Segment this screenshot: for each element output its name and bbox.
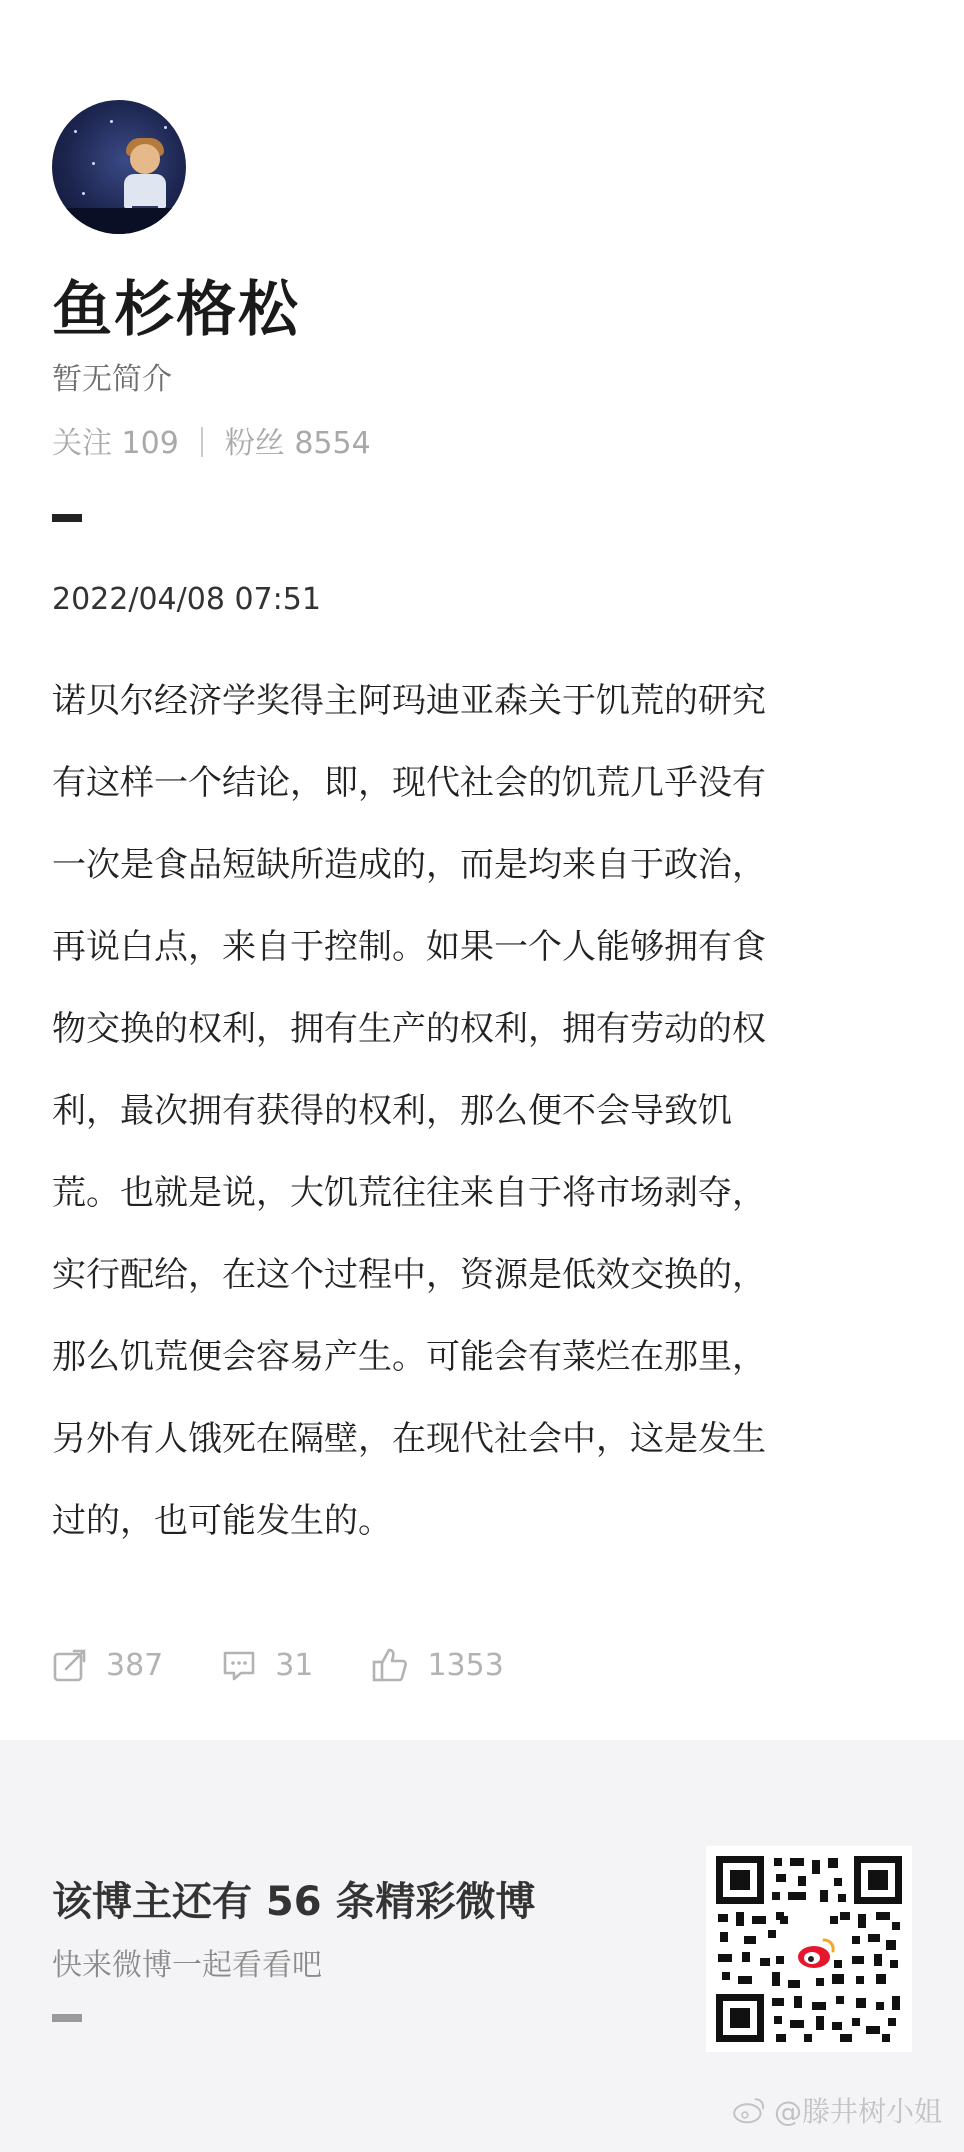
post-line: 一次是食品短缺所造成的，而是均来自于政治， bbox=[52, 845, 766, 885]
weibo-logo-icon bbox=[732, 2096, 766, 2124]
watermark-text: @滕井树小姐 bbox=[773, 2095, 942, 2128]
post-line: 再说白点，来自于控制。如果一个人能够拥有食 bbox=[52, 927, 766, 967]
section-divider bbox=[52, 514, 82, 522]
post-line: 有这样一个结论，即，现代社会的饥荒几乎没有 bbox=[52, 763, 766, 803]
more-posts-title: 该博主还有 56 条精彩微博 bbox=[52, 1879, 536, 1925]
comment-button[interactable] bbox=[221, 1647, 313, 1683]
repost-count: 387 bbox=[106, 1647, 164, 1683]
user-stats bbox=[52, 418, 371, 462]
weibo-logo-icon bbox=[786, 1926, 832, 1972]
repost-button[interactable] bbox=[52, 1647, 163, 1683]
comment-icon bbox=[221, 1647, 257, 1683]
post-line: 另外有人饿死在隔壁，在现代社会中，这是发生 bbox=[52, 1419, 766, 1459]
qr-code[interactable] bbox=[706, 1846, 912, 2052]
post-line: 实行配给，在这个过程中，资源是低效交换的， bbox=[52, 1255, 766, 1295]
user-nickname[interactable]: 鱼杉格松 bbox=[52, 275, 300, 345]
stats-divider bbox=[201, 427, 203, 457]
post-actions bbox=[52, 1642, 562, 1688]
followers-count[interactable]: 粉丝 8554 bbox=[224, 426, 371, 461]
footer-promo bbox=[0, 1740, 964, 2152]
post-line: 那么饥荒便会容易产生。可能会有菜烂在那里， bbox=[52, 1337, 766, 1377]
watermark bbox=[732, 2090, 942, 2130]
post-line: 诺贝尔经济学奖得主阿玛迪亚森关于饥荒的研究 bbox=[52, 681, 766, 721]
post-line: 过的，也可能发生的。 bbox=[52, 1501, 392, 1541]
following-count[interactable]: 关注 109 bbox=[52, 426, 179, 461]
like-count: 1353 bbox=[427, 1647, 504, 1683]
more-posts-subtitle: 快来微博一起看看吧 bbox=[52, 1948, 322, 1983]
post-body bbox=[52, 660, 912, 1562]
comment-count: 31 bbox=[275, 1647, 314, 1683]
footer-divider bbox=[52, 2014, 82, 2022]
thumbs-up-icon bbox=[371, 1646, 409, 1684]
post-timestamp: 2022/04/08 07:51 bbox=[52, 582, 321, 617]
post-line: 荒。也就是说，大饥荒往往来自于将市场剥夺， bbox=[52, 1173, 766, 1213]
post-line: 利，最次拥有获得的权利，那么便不会导致饥 bbox=[52, 1091, 732, 1131]
like-button[interactable] bbox=[371, 1646, 503, 1684]
share-icon bbox=[52, 1647, 88, 1683]
user-bio: 暂无简介 bbox=[52, 362, 172, 397]
avatar[interactable] bbox=[52, 100, 186, 234]
post-line: 物交换的权利，拥有生产的权利，拥有劳动的权 bbox=[52, 1009, 766, 1049]
